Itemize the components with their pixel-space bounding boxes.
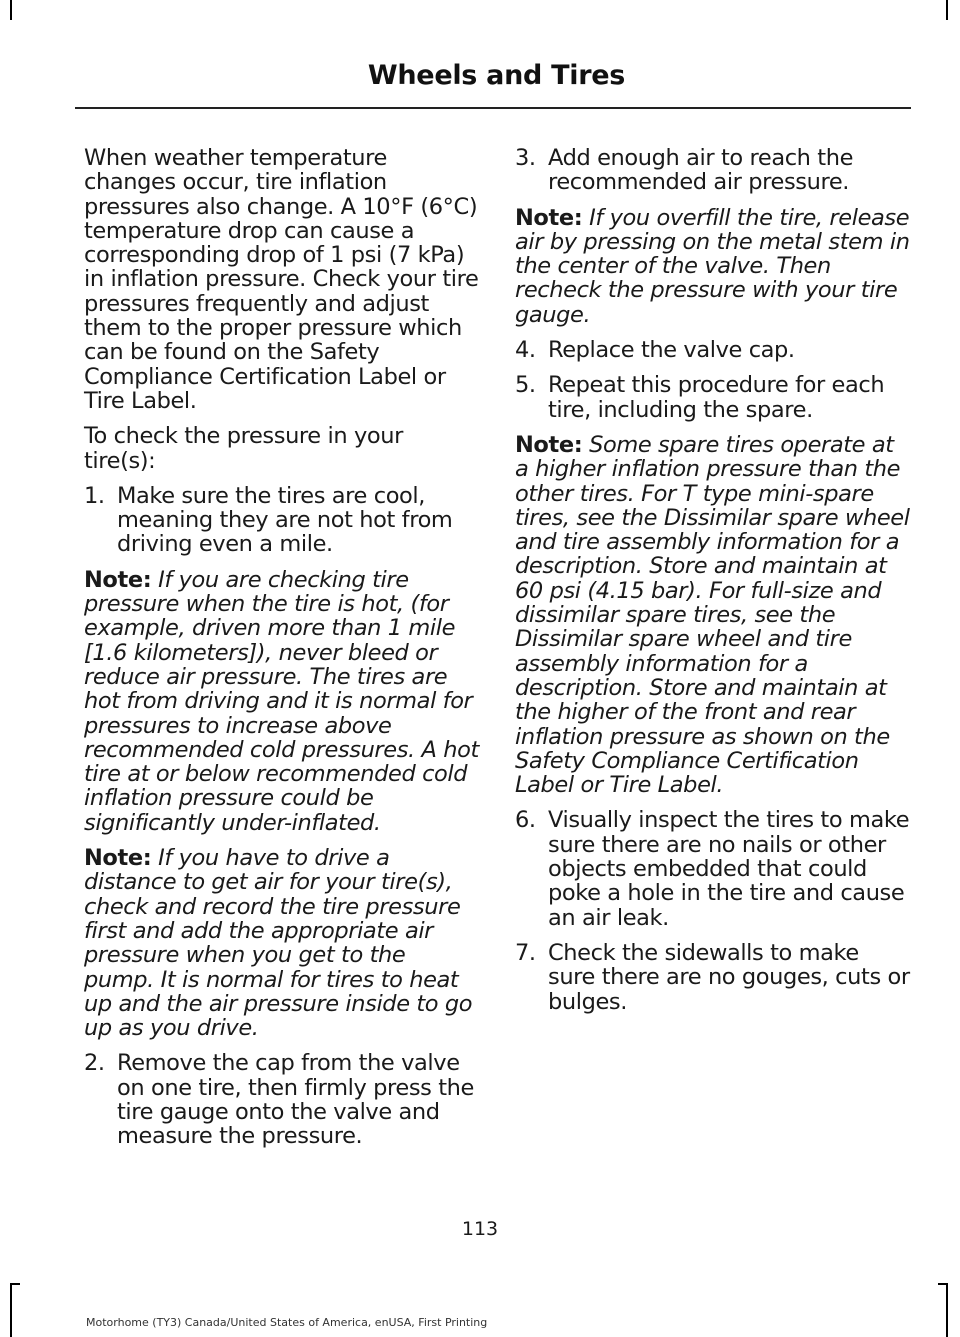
crop-mark-bottom-left-v — [10, 1283, 12, 1337]
section-title: Wheels and Tires — [367, 60, 625, 91]
note-text: Some spare tires operate at a higher inflation pressure than the other tires. For T type mini-spare tires, see the Dissimilar spare wheel and tire assembly information for a description. Store and maintain at 60 psi (4.15 bar). For full-size and dissimilar spare tires, see the Dissimilar spare wheel and tire assembly information for a description. Store and maintain at the higher of the front and rear inflation pressure as shown on the Safety Compliance Certification Label or Tire Label. — [515, 431, 910, 799]
step-7 — [515, 941, 910, 1014]
step-5 — [515, 373, 910, 422]
note-label: Note: — [84, 566, 152, 593]
left-column — [84, 146, 479, 1160]
step-text: Replace the valve cap. — [548, 337, 795, 364]
note-overfill — [515, 206, 910, 327]
step-number: 7. — [515, 939, 536, 966]
intro-paragraph: When weather temperature changes occur, tire inflation pressures also change. A 10°F (6°C) temperature drop can cause a corresponding drop of 1 psi (7 kPa) in inflation pressure. Check your tire pressures frequently and adjust them to the proper pressure which can be found on the Safety Compliance Certification Label or Tire Label. — [84, 145, 479, 414]
step-number: 3. — [515, 145, 536, 171]
note-spare-tires — [515, 433, 910, 797]
crop-mark-bottom-right-v — [946, 1283, 948, 1337]
note-label: Note: — [84, 845, 152, 872]
step-6 — [515, 808, 910, 929]
step-text: Remove the cap from the valve on one tire, then firmly press the tire gauge onto the valve and measure the pressure. — [117, 1050, 474, 1150]
footer-text: Motorhome (TY3) Canada/United States of America, enUSA, First Printing — [86, 1316, 488, 1329]
crop-mark-top-left-v — [10, 0, 12, 20]
header-divider — [75, 107, 911, 109]
step-number: 2. — [84, 1050, 105, 1077]
step-3 — [515, 146, 910, 195]
right-column — [515, 146, 910, 1025]
step-2 — [84, 1051, 479, 1148]
note-text: If you are checking tire pressure when the tire is hot, (for example, driven more than 1 mile [1.6 kilometers]), never bleed or reduce air pressure. The tires are hot from driving and it is normal for pressures to increase above recommended cold pressures. A hot tire at or below recommended cold inflation pressure could be significantly under-inflated. — [84, 566, 479, 836]
note-text: If you overfill the tire, release air by pressing on the metal stem in the center of the valve. Then recheck the pressure with your tire gauge. — [515, 204, 910, 328]
note-drive-distance — [84, 846, 479, 1040]
step-number: 4. — [515, 337, 536, 364]
crop-mark-top-right-v — [946, 0, 948, 20]
step-text: Repeat this procedure for each tire, including the spare. — [548, 372, 885, 423]
step-1 — [84, 484, 479, 557]
step-number: 5. — [515, 372, 536, 399]
step-text: Make sure the tires are cool, meaning they are not hot from driving even a mile. — [117, 482, 453, 558]
page-number: 113 — [461, 1218, 499, 1240]
step-text: Visually inspect the tires to make sure there are no nails or other objects embedded that could poke a hole in the tire and cause an air leak. — [548, 807, 910, 931]
step-4 — [515, 338, 910, 362]
note-text: If you have to drive a distance to get air for your tire(s), check and record the tire pressure first and add the appropriate air pressure when you get to the pump. It is normal for tires to heat up and the air pressure inside to go up as you drive. — [84, 845, 473, 1042]
step-number: 6. — [515, 807, 536, 834]
step-number: 1. — [84, 482, 105, 509]
note-hot-tire — [84, 568, 479, 835]
step-text: Check the sidewalls to make sure there are no gouges, cuts or bulges. — [548, 939, 910, 1015]
note-label: Note: — [515, 204, 583, 231]
crop-mark-bottom-left-h — [10, 1283, 20, 1285]
step-text: Add enough air to reach the recommended air pressure. — [548, 145, 854, 196]
instruction-intro: To check the pressure in your tire(s): — [84, 423, 403, 474]
crop-mark-bottom-right-h — [938, 1283, 948, 1285]
note-label: Note: — [515, 431, 583, 458]
